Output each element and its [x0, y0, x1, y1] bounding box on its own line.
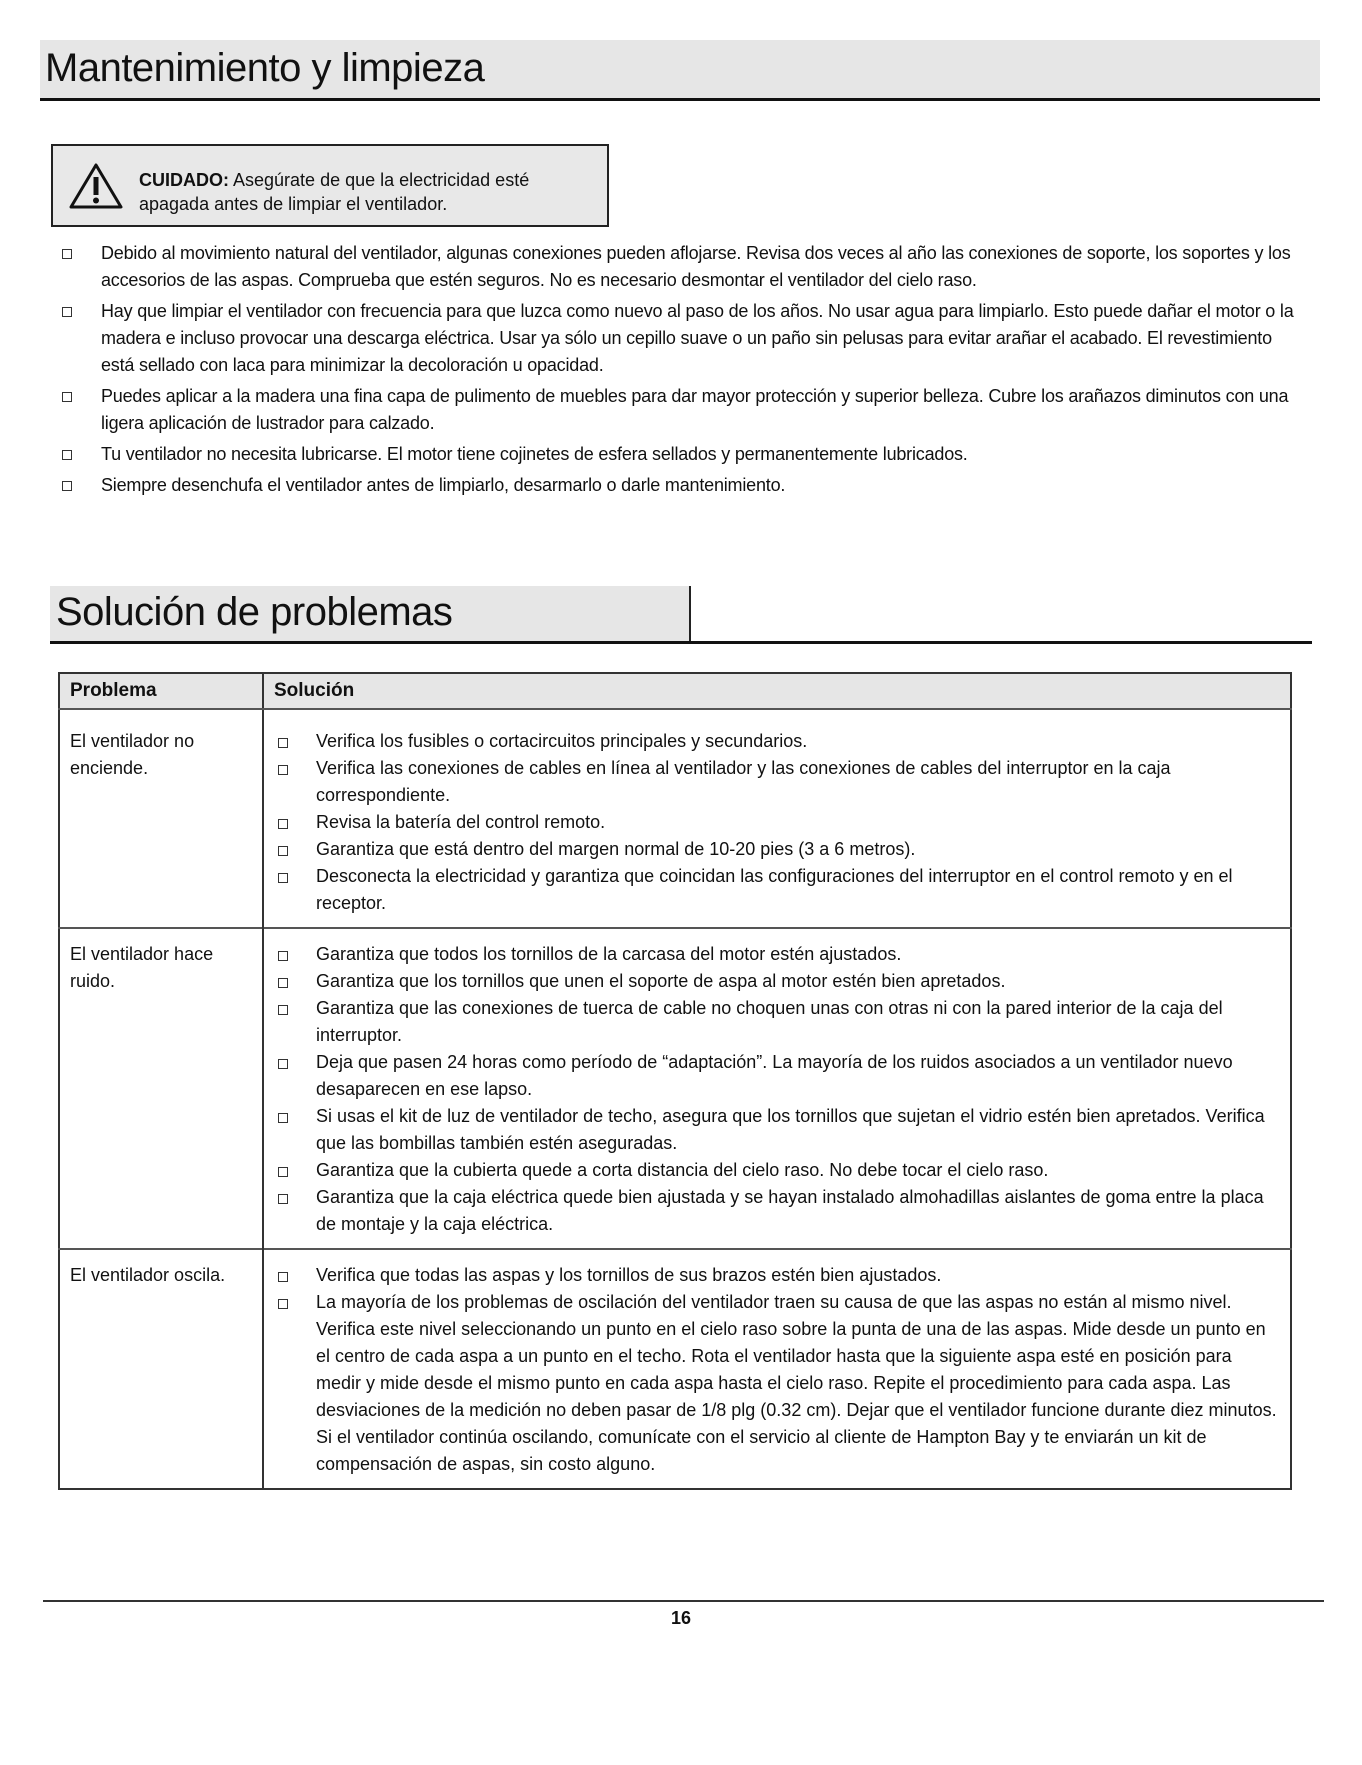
- checkbox-icon: [278, 1272, 288, 1282]
- maintenance-header: [40, 40, 1320, 101]
- list-item: Puedes aplicar a la madera una fina capa de pulimento de muebles para dar mayor protección y superior belleza. Cubre los arañazos diminutos con una ligera aplicación de lustrador para calzado.: [60, 383, 1300, 437]
- solution-cell: [263, 928, 1291, 1249]
- solution-cell: [263, 1249, 1291, 1489]
- checkbox-icon: [278, 765, 288, 775]
- warning-triangle-icon: [69, 162, 123, 210]
- list-item: Verifica los fusibles o cortacircuitos principales y secundarios.: [274, 728, 1280, 755]
- maintenance-list: [60, 240, 1300, 503]
- list-item: Siempre desenchufa el ventilador antes de limpiarlo, desarmarlo o darle mantenimiento.: [60, 472, 1300, 499]
- solution-list: [274, 728, 1280, 917]
- list-item: Garantiza que la cubierta quede a corta distancia del cielo raso. No debe tocar el cielo raso.: [274, 1157, 1280, 1184]
- header-divider: [689, 586, 691, 642]
- list-item: La mayoría de los problemas de oscilación del ventilador traen su causa de que las aspas no están al mismo nivel. Verifica este nivel seleccionando un punto en el cielo raso sobre la punta de una de las aspas. Mide desde un punto en el centro de cada aspa a un punto en el techo. Rota el ventilador hasta que la siguiente aspa esté en posición para medir y mide desde el mismo punto en cada aspa hasta el cielo raso. Repite el procedimiento para cada aspa. Las desviaciones de la medición no deben pasar de 1/8 plg (0.32 cm). Dejar que el ventilador funcione durante diez minutos. Si el ventilador continúa oscilando, comunícate con el servicio al cliente de Hampton Bay y te enviarán un kit de compensación de aspas, sin costo alguno.: [274, 1289, 1280, 1478]
- checkbox-icon: [62, 249, 72, 259]
- checkbox-icon: [278, 1194, 288, 1204]
- list-item: Verifica que todas las aspas y los tornillos de sus brazos estén bien ajustados.: [274, 1262, 1280, 1289]
- solution-cell: [263, 709, 1291, 928]
- troubleshooting-title: Solución de problemas: [56, 590, 453, 634]
- checkbox-icon: [278, 951, 288, 961]
- caution-label: CUIDADO:: [139, 170, 229, 190]
- checkbox-icon: [278, 846, 288, 856]
- checkbox-icon: [278, 1059, 288, 1069]
- page-number: 16: [670, 1608, 692, 1628]
- checkbox-icon: [62, 450, 72, 460]
- column-header-problem: Problema: [59, 673, 263, 709]
- problem-cell: El ventilador oscila.: [59, 1249, 263, 1489]
- list-item: Debido al movimiento natural del ventilador, algunas conexiones pueden aflojarse. Revisa dos veces al año las conexiones de soporte, los soportes y los accesorios de las aspas. Comprueba que estén seguros. No es necesario desmontar el ventilador del cielo raso.: [60, 240, 1300, 294]
- checkbox-icon: [278, 1167, 288, 1177]
- problem-cell: El ventilador no enciende.: [59, 709, 263, 928]
- troubleshooting-header: [50, 586, 690, 642]
- caution-text: [139, 168, 579, 216]
- list-item: Desconecta la electricidad y garantiza que coincidan las configuraciones del interruptor en el control remoto y en el receptor.: [274, 863, 1280, 917]
- checkbox-icon: [278, 1005, 288, 1015]
- list-item: Garantiza que todos los tornillos de la carcasa del motor estén ajustados.: [274, 941, 1280, 968]
- checkbox-icon: [62, 307, 72, 317]
- checkbox-icon: [278, 978, 288, 988]
- problem-cell: El ventilador hace ruido.: [59, 928, 263, 1249]
- list-item: Si usas el kit de luz de ventilador de techo, asegura que los tornillos que sujetan el vidrio estén bien apretados. Verifica que las bombillas también estén aseguradas.: [274, 1103, 1280, 1157]
- list-item: Verifica las conexiones de cables en línea al ventilador y las conexiones de cables del interruptor en la caja correspondiente.: [274, 755, 1280, 809]
- list-item: Garantiza que los tornillos que unen el soporte de aspa al motor estén bien apretados.: [274, 968, 1280, 995]
- list-item: Hay que limpiar el ventilador con frecuencia para que luzca como nuevo al paso de los años. No usar agua para limpiarlo. Esto puede dañar el motor o la madera e incluso provocar una descarga eléctrica. Usar ya sólo un cepillo suave o un paño sin pelusas para evitar arañar el acabado. El revestimiento está sellado con laca para minimizar la decoloración u opacidad.: [60, 298, 1300, 379]
- list-item: Garantiza que las conexiones de tuerca de cable no choquen unas con otras ni con la pared interior de la caja del interruptor.: [274, 995, 1280, 1049]
- caution-message: Asegúrate de que la electricidad esté apagada antes de limpiar el ventilador.: [139, 170, 530, 214]
- checkbox-icon: [278, 1113, 288, 1123]
- table-row: [59, 709, 1291, 928]
- checkbox-icon: [62, 481, 72, 491]
- solution-list: [274, 941, 1280, 1238]
- table-row: [59, 928, 1291, 1249]
- solution-list: [274, 1262, 1280, 1478]
- table-header-row: [59, 673, 1291, 709]
- list-item: Revisa la batería del control remoto.: [274, 809, 1280, 836]
- checkbox-icon: [278, 1299, 288, 1309]
- list-item: Deja que pasen 24 horas como período de “adaptación”. La mayoría de los ruidos asociados a un ventilador nuevo desaparecen en ese lapso.: [274, 1049, 1280, 1103]
- list-item: Garantiza que la caja eléctrica quede bien ajustada y se hayan instalado almohadillas aislantes de goma entre la placa de montaje y la caja eléctrica.: [274, 1184, 1280, 1238]
- caution-box: [51, 144, 609, 227]
- checkbox-icon: [278, 738, 288, 748]
- checkbox-icon: [62, 392, 72, 402]
- maintenance-title: Mantenimiento y limpieza: [45, 46, 485, 90]
- checkbox-icon: [278, 819, 288, 829]
- table-row: [59, 1249, 1291, 1489]
- checkbox-icon: [278, 873, 288, 883]
- header-rule: [50, 641, 1312, 644]
- footer-rule: [43, 1600, 1324, 1602]
- troubleshooting-table: [58, 672, 1292, 1490]
- list-item: Tu ventilador no necesita lubricarse. El motor tiene cojinetes de esfera sellados y permanentemente lubricados.: [60, 441, 1300, 468]
- list-item: Garantiza que está dentro del margen normal de 10-20 pies (3 a 6 metros).: [274, 836, 1280, 863]
- column-header-solution: Solución: [263, 673, 1291, 709]
